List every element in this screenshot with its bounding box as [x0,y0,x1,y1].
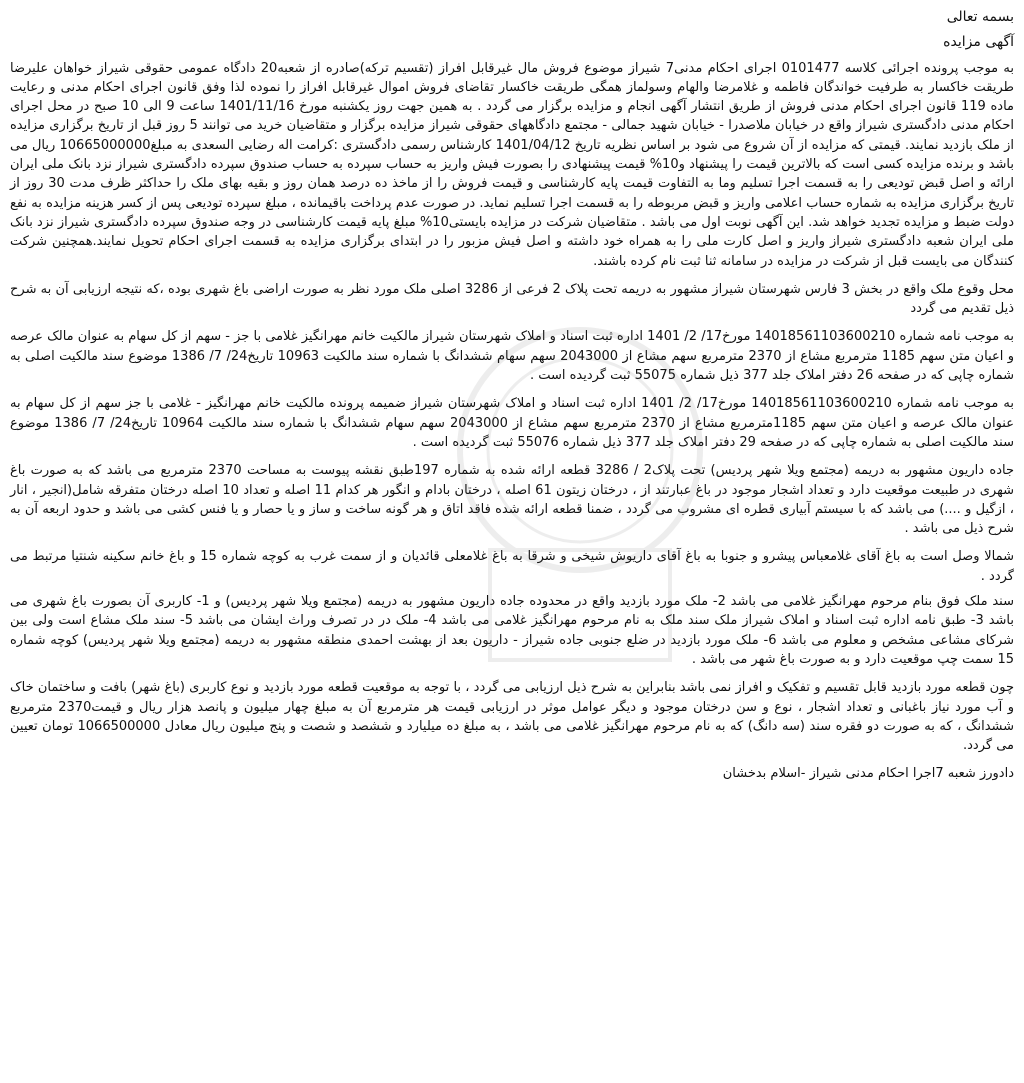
paragraph-auction-terms: به موجب پرونده اجرائی کلاسه 0101477 اجرای احکام مدنی7 شیراز موضوع فروش مال غیرقابل افراز (تقسیم ترکه)صادره از شعبه20 دادگاه عمومی حقوقی شیراز خواهان علیرضا طریقت خاکسار به طرفیت خواندگان فاطمه و غلامرضا والهام وسولماز همگی طریقت خاکسار تقاضای فروش اموال غیرقابل افراز را نموده لذا وفق قانون اجرای احکام مدنی و رعایت ماده 119 قانون اجرای احکام مدنی فروش از طریق انتشار آگهی انجام و مزایده برگزار می گردد . به همین جهت روز یکشنبه مورخ 1401/11/16 ساعت 9 الی 10 صبح در محل اجرای احکام مدنی دادگستری شیراز واقع در خیابان ملاصدرا - خیابان شهید جمالی - مجتمع دادگاههای حقوقی شیراز مزایده برگزار و متقاضیان خرید می توانند 5 روز قبل از تاریخ برگزاری مزایده از ملک بازدید نمایند. قیمتی که مزایده از آن شروع می شود بر اساس نظریه تاریخ 1401/04/12 کارشناس رسمی دادگستری :کرامت اله رضایی السعدی به مبلغ10665000000 ریال می باشد و برنده مزایده کسی است که بالاترین قیمت را پیشنهاد و10% قیمت پیشنهادی را بصورت فیش واریز به حساب سپرده به حساب صندوق سپرده دادگستری شیراز نزد بانک ملی ایران ارائه و اصل قبض تودیعی را به قسمت اجرا تسلیم وما به التفاوت قیمت پایه کارشناسی و قیمت فروش را از ماخذ ده درصد همان روز و بقیه بهای ملک را حداکثر ظرف مدت 30 روز از تاریخ برگزاری مزایده به شماره حساب اعلامی واریز و قبض مربوطه را به قسمت اجرا تسلیم نماید. در صورت عدم پرداخت باقیمانده ، مبلغ سپرده تودیعی پس از کسر هزینه مزایده به نفع دولت ضبط و مزایده تجدید خواهد شد. این آگهی نوبت اول می باشد . متقاضیان شرکت در مزایده بایستی10% مبلغ پایه قیمت کارشناسی در وجه صندوق سپرده دادگستری شیراز نزد بانک ملی ایران شعبه دادگستری شیراز واریز و اصل کارت ملی را به همراه خود داشته و اصل فیش مزبور را در ابتدای برگزاری مزایده به قسمت اجرای احکام تحویل نمایند.همچنین شرکت کنندگان می بایست قبل از شرکت در مزایده در سامانه ثنا ثبت نام کرده باشند. [10,60,1015,269]
paragraph-deed-one: به موجب نامه شماره 14018561103600210 مورخ17/ 2/ 1401 اداره ثبت اسناد و املاک شهرستان شیراز مالکیت خانم مهرانگیز غلامی با جز - سهم از کل سهام به عنوان مالک عرصه و اعیان متن سهم 1185 مترمربع مشاع از 2370 مترمربع سهم مشاع از 2043000 سهم سهام ششدانگ با شماره سند مالکیت 10963 تاریخ24/ 7/ 1386 موضوع سند مالکیت اصلی به شماره چاپی که در صفحه 26 دفتر املاک جلد 377 ذیل شماره 55075 ثبت گردیده است . [10,329,1015,384]
paragraph-boundaries: شمالا وصل است به باغ آقای غلامعباس پیشرو و جنوبا به باغ آقای داریوش شیخی و شرقا به باغ غلامعلی قائدیان و از سمت غرب به کوچه شماره 15 و باغ خانم سکینه شنتیا مرتبط می گردد . [10,549,1014,584]
basmala-heading: بسمه تعالی [946,9,1014,25]
paragraph-property-description: جاده داریون مشهور به دریمه (مجتمع ویلا شهر پردیس) تحت پلاک2 / 3286 قطعه ارائه شده به شماره 197طبق نقشه پیوست به مساحت 2370 مترمربع می باشد که به صورت باغ شهری در طبیعت موقعیت دارد و تعداد اشجار موجود در باغ عبارتند از ، درختان زیتون 61 اصله ، درختان بادام و انگور هر کدام 11 اصله و تعداد 10 اصله درختان متفرقه شامل(انجیر ، انار ، ازگیل و ....) می باشد که با سیستم آبیاری قطره ای مشروب می گردد ، ضمنا قطعه ارائه شده فاقد اتاق و هر گونه ساخت و ساز و یا حصار و یا فنس کشی می باشد و حدود اربعه آن به شرح ذیل می باشد . [10,463,1014,537]
paragraph-valuation: چون قطعه مورد بازدید قابل تقسیم و تفکیک و افراز نمی باشد بنابراین به شرح ذیل ارزیابی می گردد ، با توجه به موقعیت قطعه مورد بازدید و نوع کاربری (باغ شهر) بافت و ساختمان خاک و آب مورد نیاز باغبانی و تعداد اشجار ، نوع و سن درختان موجود و دیگر عوامل موثر در ارزیابی قیمت هر مترمربع آن به مبلغ چهار میلیون و پانصد هزار ریال و قیمت2370 مترمربع ششدانگ ، که به صورت دو فقره سند (سه دانگ) که به نام مرحوم مهرانگیز غلامی می باشد ، به مبلغ ده میلیارد و ششصد و شصت و پنج میلیون ریال معادل 1066500000 تومان تعیین می گردد. [10,680,1015,754]
paragraph-inspection-notes: سند ملک فوق بنام مرحوم مهرانگیز غلامی می باشد 2- ملک مورد بازدید واقع در محدوده جاده داریون مشهور به دریمه (مجتمع ویلا شهر پردیس) و 1- کاربری آن بصورت باغ شهری می باشد 3- طبق نامه اداره ثبت اسناد و املاک شیراز ملک سند ملک به نام مرحوم مهرانگیز غلامی می باشد 4- ملک در در تصرف وراث ایشان می باشد 5- سند ملک مشاع است ولی بین شرکای مشاعی مشخص و معلوم می باشد 6- ملک مورد بازدید در ضلع جنوبی جاده شیراز - داریون بعد از بهشت احمدی منطقه مشهور به دریمه (مجتمع ویلا شهر پردیس) کوچه شماره 15 سمت چپ موقعیت دارد و به صورت باغ شهر می باشد . [10,594,1015,667]
signature-line: دادورز شعبه 7اجرا احکام مدنی شیراز -اسلام بدخشان [722,766,1014,782]
notice-title: آگهی مزایده [943,34,1014,51]
paragraph-deed-two: به موجب نامه شماره 14018561103600210 مورخ17/ 2/ 1401 اداره ثبت اسناد و املاک شهرستان شیراز ضمیمه پرونده مالکیت خانم مهرانگیز - غلامی با جز سهم از کل سهام به عنوان مالک عرصه و اعیان متن سهم 1185مترمربع مشاع از 2370 مترمربع سهم مشاع از 2043000 سهم سهام ششدانگ با شماره سند مالکیت 10964 تاریخ24/ 7/ 1386 موضوع سند مالکیت اصلی به شماره چاپی که در صفحه 29 دفتر املاک جلد 377 ذیل شماره 55076 ثبت گردیده است . [10,396,1014,450]
paragraph-property-location: محل وقوع ملک واقع در بخش 3 فارس شهرستان شیراز مشهور به دریمه تحت پلاک 2 فرعی از 3286 اصلی ملک مورد نظر به صورت اراضی باغ شهری بوده ،که نتیجه ارزیابی آن به شرح ذیل تقدیم می گردد [10,281,1014,317]
